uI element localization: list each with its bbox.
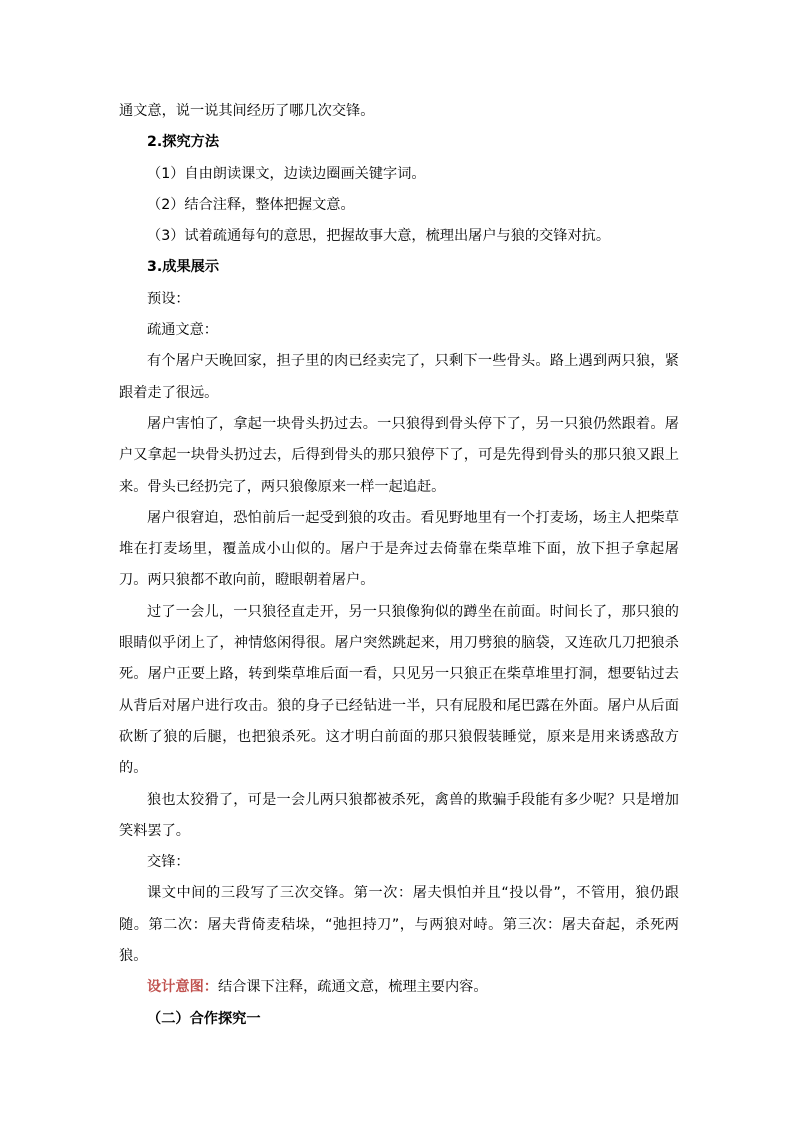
heading-method: 2.探究方法 — [147, 134, 220, 151]
confrontation-paragraph: 课文中间的三段写了三次交锋。第一次：屠夫惧怕并且“投以骨”，不管用，狼仍跟随。第二次：屠夫背倚麦秸垛，“弛担持刀”，与两狼对峙。第三次：屠夫奋起，杀死两狼。 — [119, 885, 679, 965]
translation-paragraph-3: 屠户很窘迫，恐怕前后一起受到狼的攻击。看见野地里有一个打麦场，场主人把柴草堆在打麦场里，覆盖成小山似的。屠户于是奔过去倚靠在柴草堆下面，放下担子拿起屠刀。两只狼都不敢向前，瞪眼朝着屠户。 — [119, 509, 679, 589]
document-page — [119, 96, 679, 1035]
confrontation-label: 交锋： — [147, 854, 190, 871]
preset-label: 预设： — [147, 290, 190, 307]
translation-paragraph-5: 狼也太狡猾了，可是一会儿两只狼都被杀死，禽兽的欺骗手段能有多少呢？只是增加笑料罢了。 — [119, 791, 679, 839]
intro-line: 通文意，说一说其间经历了哪几次交锋。 — [119, 103, 375, 119]
section-heading-cooperative: （二）合作探究一 — [147, 1010, 261, 1027]
translation-paragraph-1: 有个屠户天晚回家，担子里的肉已经卖完了，只剩下一些骨头。路上遇到两只狼，紧跟着走了很远。 — [119, 353, 679, 401]
design-intent-label: 设计意图： — [147, 979, 218, 996]
method-item-2: （2）结合注释，整体把握文意。 — [147, 196, 355, 213]
method-item-1: （1）自由朗读课文，边读边圈画关键字词。 — [147, 165, 426, 182]
design-intent — [119, 972, 679, 1003]
translation-paragraph-2: 屠户害怕了，拿起一块骨头扔过去。一只狼得到骨头停下了，另一只狼仍然跟着。屠户又拿起一块骨头扔过去，后得到骨头的那只狼停下了，可是先得到骨头的那只狼又跟上来。骨头已经扔完了，两只狼像原来一样一起追赶。 — [119, 415, 679, 495]
translation-paragraph-4: 过了一会儿，一只狼径直走开，另一只狼像狗似的蹲坐在前面。时间长了，那只狼的眼睛似乎闭上了，神情悠闲得很。屠户突然跳起来，用刀劈狼的脑袋，又连砍几刀把狼杀死。屠户正要上路，转到柴草堆后面一看，只见另一只狼正在柴草堆里打洞，想要钻过去从背后对屠户进行攻击。狼的身子已经钻进一半，只有屁股和尾巴露在外面。屠户从后面砍断了狼的后腿，也把狼杀死。这才明白前面的那只狼假装睡觉，原来是用来诱惑敌方的。 — [119, 603, 679, 777]
method-item-3: （3）试着疏通每句的意思，把握故事大意，梳理出屠户与狼的交锋对抗。 — [147, 228, 611, 245]
design-intent-text: 结合课下注释，疏通文意，梳理主要内容。 — [217, 979, 488, 996]
translation-label: 疏通文意： — [147, 322, 218, 339]
heading-results: 3.成果展示 — [147, 259, 220, 276]
